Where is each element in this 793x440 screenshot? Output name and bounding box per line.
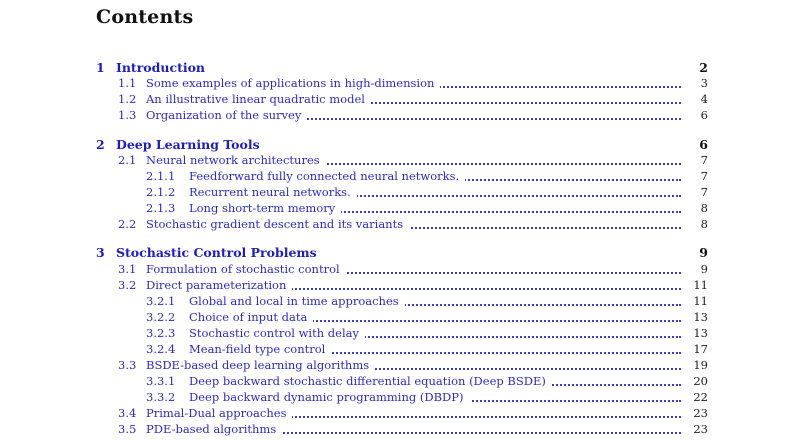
toc-entry-page: 13 <box>688 326 708 341</box>
toc-entry[interactable] <box>0 137 793 152</box>
toc-entry-number: 3.3 <box>118 358 137 372</box>
toc-entry-title[interactable]: Some examples of applications in high-dimension <box>146 76 440 91</box>
toc-entry-number: 1.2 <box>118 92 137 106</box>
toc-entry[interactable] <box>0 185 793 200</box>
toc-entry-title[interactable]: PDE-based algorithms <box>146 422 282 437</box>
toc-entry-title[interactable]: Choice of input data <box>189 310 313 325</box>
toc-entry[interactable] <box>0 406 793 421</box>
toc-entry-number: 1 <box>96 60 105 75</box>
toc-entry-number: 3.2.4 <box>146 342 176 356</box>
toc-entry-page: 11 <box>688 294 708 309</box>
toc-entry[interactable] <box>0 390 793 405</box>
toc-entry-number: 2.1.1 <box>146 169 176 183</box>
toc-entry-page: 23 <box>688 406 708 421</box>
toc-entry-number: 2.1.2 <box>146 185 176 199</box>
toc-entry-page: 9 <box>688 262 708 277</box>
toc-entry-page: 23 <box>688 422 708 437</box>
toc-entry-number: 3.2.2 <box>146 310 176 324</box>
toc-entry[interactable] <box>0 108 793 123</box>
toc-entry-page: 7 <box>688 185 708 200</box>
toc-entry[interactable] <box>0 358 793 373</box>
toc-entry-page: 3 <box>688 76 708 91</box>
toc-entry-title[interactable]: Stochastic control with delay <box>189 326 365 341</box>
toc-entry-title[interactable]: Mean-field type control <box>189 342 331 357</box>
toc-entry-title[interactable]: Stochastic Control Problems <box>116 245 323 260</box>
toc-entry-title[interactable]: Feedforward fully connected neural networks. <box>189 169 465 184</box>
toc-entry-number: 3.3.1 <box>146 374 176 388</box>
toc-entry-page: 4 <box>688 92 708 107</box>
toc-entry-page: 22 <box>688 390 708 405</box>
toc-entry-title[interactable]: Long short-term memory <box>189 201 341 216</box>
toc-entry-title[interactable]: BSDE-based deep learning algorithms <box>146 358 375 373</box>
toc-entry-page: 20 <box>688 374 708 389</box>
toc-entry[interactable] <box>0 326 793 341</box>
toc-entry-title[interactable]: Deep backward dynamic programming (DBDP) <box>189 390 470 405</box>
toc-entry-title[interactable]: Global and local in time approaches <box>189 294 405 309</box>
toc-entry-page: 17 <box>688 342 708 357</box>
toc-entry-page: 9 <box>688 245 708 260</box>
toc-entry[interactable] <box>0 342 793 357</box>
toc-entry-page: 11 <box>688 278 708 293</box>
toc-entry-page: 8 <box>688 201 708 216</box>
toc-entry-page: 2 <box>688 60 708 75</box>
toc-entry-number: 3.4 <box>118 406 137 420</box>
toc-entry-title[interactable]: Introduction <box>116 60 211 75</box>
toc-entry-page: 6 <box>688 137 708 152</box>
toc-entry-page: 6 <box>688 108 708 123</box>
toc-entry-page: 7 <box>688 153 708 168</box>
toc-entry[interactable] <box>0 262 793 277</box>
toc-entry[interactable] <box>0 374 793 389</box>
toc-entry-title[interactable]: An illustrative linear quadratic model <box>146 92 371 107</box>
toc-entry[interactable] <box>0 201 793 216</box>
toc-entry-number: 3.5 <box>118 422 137 436</box>
toc-entry-number: 1.3 <box>118 108 137 122</box>
toc-entry[interactable] <box>0 294 793 309</box>
toc-entry-number: 2 <box>96 137 105 152</box>
toc-entry-number: 3.3.2 <box>146 390 176 404</box>
toc-entry-number: 3.2 <box>118 278 137 292</box>
toc-entry-page: 13 <box>688 310 708 325</box>
toc-entry-title[interactable]: Deep Learning Tools <box>116 137 266 152</box>
page-title: Contents <box>96 6 194 28</box>
toc-entry[interactable] <box>0 310 793 325</box>
toc-entry-title[interactable]: Deep backward stochastic differential equation (Deep BSDE) <box>189 374 552 389</box>
toc-entry-number: 2.2 <box>118 217 137 231</box>
toc-entry-page: 8 <box>688 217 708 232</box>
toc-entry-page: 7 <box>688 169 708 184</box>
toc-entry[interactable] <box>0 245 793 260</box>
toc-entry-title[interactable]: Primal-Dual approaches <box>146 406 292 421</box>
toc-entry[interactable] <box>0 422 793 437</box>
toc-entry[interactable] <box>0 169 793 184</box>
toc-entry-number: 2.1 <box>118 153 137 167</box>
toc-entry-number: 3.2.1 <box>146 294 176 308</box>
toc-entry-title[interactable]: Stochastic gradient descent and its variants <box>146 217 409 232</box>
toc-entry-number: 3.2.3 <box>146 326 176 340</box>
toc-entry-number: 1.1 <box>118 76 137 90</box>
toc-entry-title[interactable]: Formulation of stochastic control <box>146 262 346 277</box>
toc-entry-title[interactable]: Recurrent neural networks. <box>189 185 357 200</box>
toc-entry[interactable] <box>0 76 793 91</box>
toc-entry-title[interactable]: Direct parameterization <box>146 278 292 293</box>
toc-entry-number: 2.1.3 <box>146 201 176 215</box>
toc-entry[interactable] <box>0 60 793 75</box>
toc-entry[interactable] <box>0 217 793 232</box>
toc-entry-title[interactable]: Organization of the survey <box>146 108 307 123</box>
toc-entry-number: 3.1 <box>118 262 137 276</box>
toc-entry-number: 3 <box>96 245 105 260</box>
toc-entry-page: 19 <box>688 358 708 373</box>
toc-entry[interactable] <box>0 153 793 168</box>
toc-entry[interactable] <box>0 92 793 107</box>
toc-entry[interactable] <box>0 278 793 293</box>
toc-entry-title[interactable]: Neural network architectures <box>146 153 326 168</box>
